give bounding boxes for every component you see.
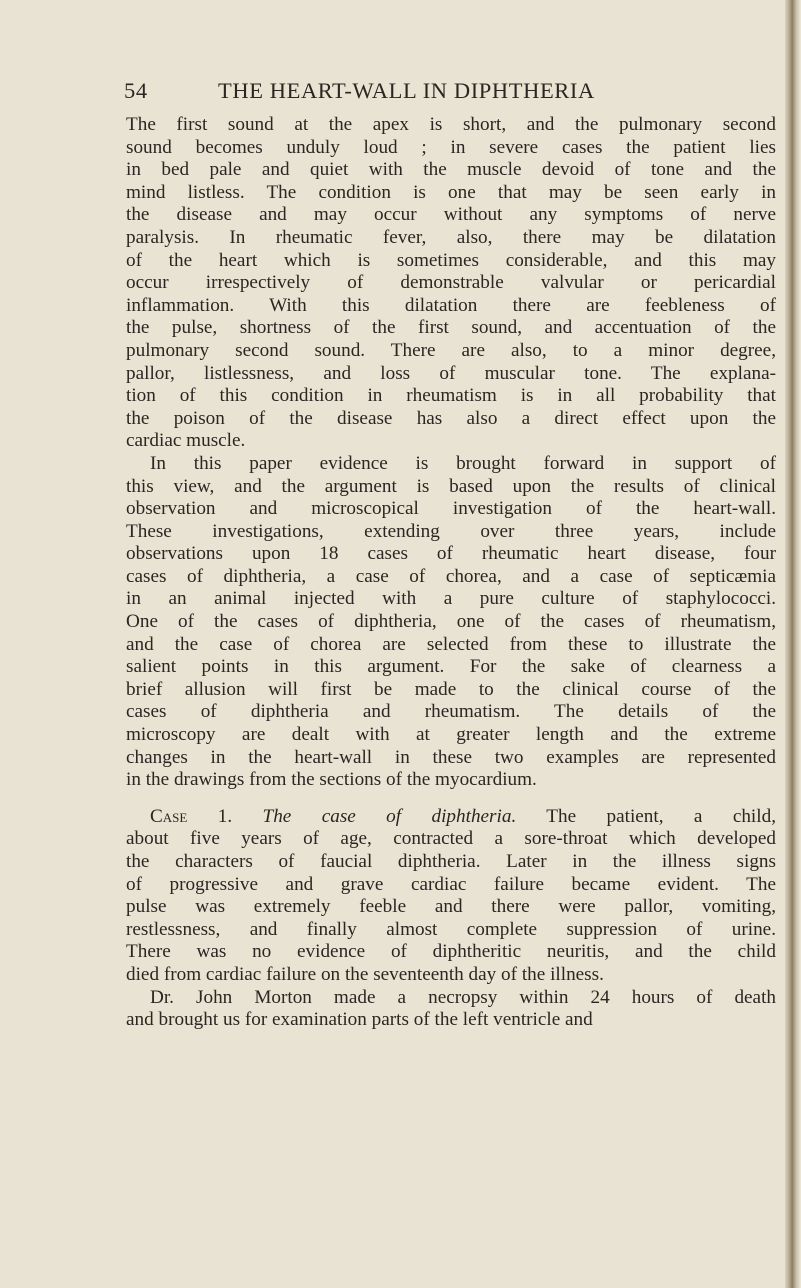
text-line: the poison of the disease has also a direct effect upon the (126, 407, 776, 429)
text-line: sound becomes unduly loud ; in severe cases the patient lies (126, 136, 776, 158)
text-line: observation and microscopical investigation of the heart-wall. (126, 498, 776, 520)
text-line: the disease and may occur without any symptoms of nerve (126, 204, 776, 226)
text-line: restlessness, and finally almost complete suppression of urine. (126, 918, 776, 940)
body-text (126, 114, 776, 1032)
text-line: One of the cases of diphtheria, one of the cases of rheumatism, (126, 611, 776, 633)
text-line: brief allusion will first be made to the clinical course of the (126, 678, 776, 700)
paragraph-case-1 (126, 806, 776, 987)
text-line: inflammation. With this dilatation there are feebleness of (126, 294, 776, 316)
text-line: salient points in this argument. For the sake of clearness a (126, 656, 776, 678)
running-head: THE HEART-WALL IN DIPHTHERIA (218, 78, 595, 103)
page-number: 54 (124, 78, 148, 103)
page-edge-shadow (785, 0, 801, 1288)
text-line: cases of diphtheria, a case of chorea, and a case of septicæmia (126, 565, 776, 587)
text-line: the pulse, shortness of the first sound, and accentuation of the (126, 317, 776, 339)
text-line: about five years of age, contracted a sore-throat which developed (126, 828, 776, 850)
text-line (126, 806, 776, 829)
section-gap (126, 792, 776, 806)
text-line: and the case of chorea are selected from these to illustrate the (126, 633, 776, 655)
text-line: in bed pale and quiet with the muscle devoid of tone and the (126, 159, 776, 181)
text-line: These investigations, extending over three years, include (126, 520, 776, 542)
text-line: of the heart which is sometimes considerable, and this may (126, 249, 776, 271)
text-line: this view, and the argument is based upon the results of clinical (126, 475, 776, 497)
text-line: occur irrespectively of demonstrable valvular or pericardial (126, 272, 776, 294)
case-first-line-rest: The patient, a child, (546, 805, 776, 827)
text-line: in an animal injected with a pure culture of staphylococci. (126, 588, 776, 610)
text-line: mind listless. The condition is one that may be seen early in (126, 181, 776, 203)
text-line: tion of this condition in rheumatism is in all probability that (126, 385, 776, 407)
text-line: paralysis. In rheumatic fever, also, there may be dilatation (126, 226, 776, 248)
text-line: died from cardiac failure on the seventeenth day of the illness. (126, 963, 604, 985)
text-line: In this paper evidence is brought forward in support of (150, 452, 776, 474)
case-title: The case of diphtheria. (262, 805, 517, 827)
paragraph-2 (126, 453, 776, 792)
text-line: pallor, listlessness, and loss of muscular tone. The explana- (126, 362, 776, 384)
text-line: The first sound at the apex is short, and the pulmonary second (126, 114, 776, 135)
page-header (124, 78, 644, 108)
text-line: changes in the heart-wall in these two examples are represented (126, 746, 776, 768)
paragraph-4 (126, 987, 776, 1032)
case-label: Case 1. (150, 805, 233, 827)
text-line: There was no evidence of diphtheritic neuritis, and the child (126, 941, 776, 963)
text-line: of progressive and grave cardiac failure became evident. The (126, 873, 776, 895)
text-line: cases of diphtheria and rheumatism. The details of the (126, 701, 776, 723)
text-line: microscopy are dealt with at greater length and the extreme (126, 724, 776, 746)
text-line: in the drawings from the sections of the myocardium. (126, 769, 537, 791)
text-line: and brought us for examination parts of the left ventricle and (126, 1009, 593, 1031)
text-line: observations upon 18 cases of rheumatic heart disease, four (126, 543, 776, 565)
text-line: Dr. John Morton made a necropsy within 24 hours of death (150, 986, 776, 1008)
text-line: pulmonary second sound. There are also, to a minor degree, (126, 339, 776, 361)
text-line: the characters of faucial diphtheria. Later in the illness signs (126, 851, 776, 872)
paragraph-1 (126, 114, 776, 453)
text-line: cardiac muscle. (126, 430, 246, 452)
text-line: pulse was extremely feeble and there were pallor, vomiting, (126, 896, 776, 918)
